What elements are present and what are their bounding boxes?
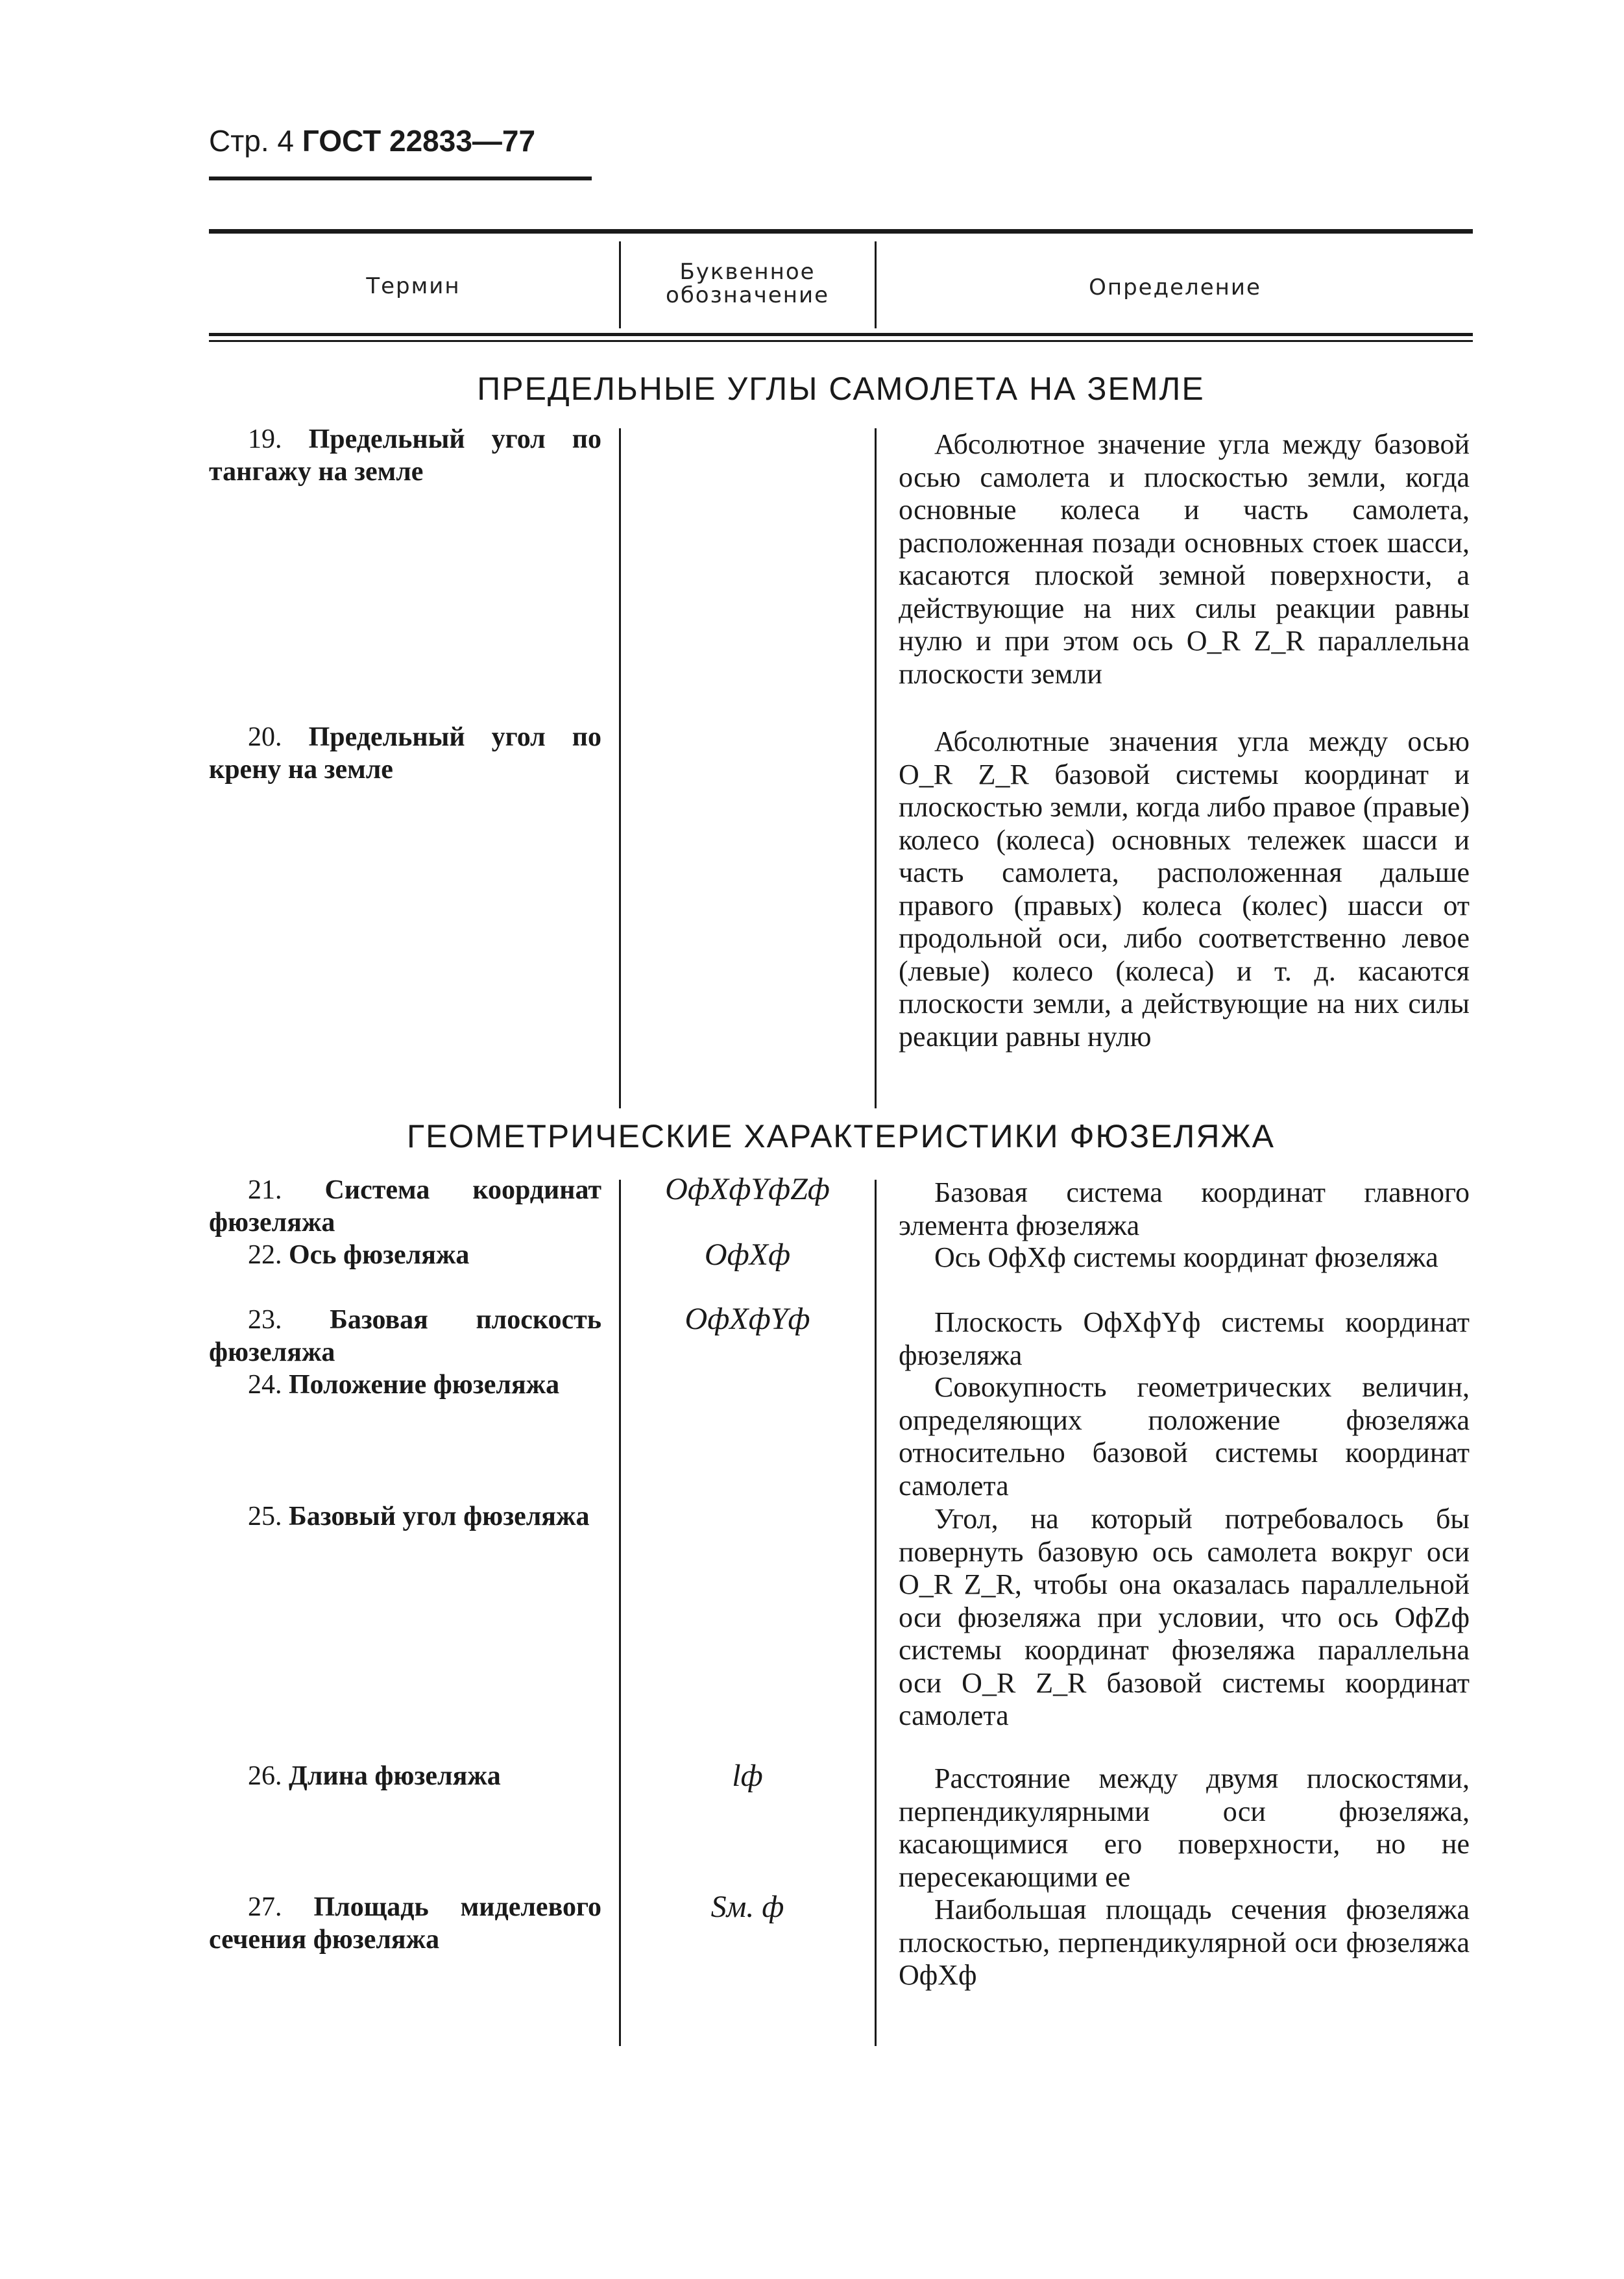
term-number: 22. [248,1240,282,1270]
term-text: Площадь миделевого сечения фюзеляжа [209,1892,601,1955]
standard-number: ГОСТ 22833—77 [302,124,536,158]
term-text: Система координат фюзеляжа [209,1175,601,1237]
term-27 [209,1891,601,1956]
term-number: 20. [248,722,282,752]
table-top-rule [209,229,1473,234]
definition-21: Базовая система координат главного элемента фюзеляжа [899,1176,1470,1241]
definition-26: Расстояние между двумя плоскостями, перпендикулярными оси фюзеляжа, касающимися его поверхности, но не пересекающими ее [899,1762,1470,1893]
column-header-symbol [621,261,874,307]
column-header-symbol-line2: обозначение [666,282,829,308]
definition-20: Абсолютные значения угла между осью O_R Z_R базовой системы координат и плоскостью земли, когда либо правое (правые) колесо (колеса) основных тележек шасси и часть самолета, расположенная дальше правого (правых) колеса (колес) шасси от продольной оси, либо соответственно левое (левые) колесо (колеса) и т. д. касаются плоскости земли, а действующие на них силы реакции равны нулю [899,725,1470,1053]
column-header-term: Термин [366,273,461,299]
table-header-rule [209,333,1473,336]
definition-23: Плоскость OфXфYф системы координат фюзеляжа [899,1306,1470,1371]
column-header-symbol-line1: Буквенное [679,259,816,285]
term-21 [209,1174,601,1239]
page-number: Стр. 4 [209,124,295,158]
term-number: 26. [248,1761,282,1791]
term-text: Длина фюзеляжа [289,1761,501,1791]
term-number: 19. [248,424,282,454]
term-number: 21. [248,1175,282,1205]
table-header-rule-thin [209,340,1473,342]
column-header-definition: Определение [1089,274,1261,300]
term-19 [209,423,601,488]
symbol-26: lф [732,1759,763,1793]
section-title: ГЕОМЕТРИЧЕСКИЕ ХАРАКТЕРИСТИКИ ФЮЗЕЛЯЖА [407,1118,1275,1154]
term-number: 27. [248,1892,282,1922]
symbol-22: OфXф [704,1237,791,1272]
term-number: 24. [248,1370,282,1400]
term-22 [209,1239,601,1271]
term-23 [209,1304,601,1369]
term-24 [209,1369,601,1401]
term-26 [209,1760,601,1792]
term-text: Ось фюзеляжа [289,1240,470,1270]
term-text: Базовая плоскость фюзеляжа [209,1305,602,1367]
term-20 [209,721,601,786]
definition-27: Наибольшая площадь сечения фюзеляжа плоскостью, перпендикулярной оси фюзеляжа OфXф [899,1894,1470,1991]
definition-22: Ось OфXф системы координат фюзеляжа [934,1241,1438,1273]
symbol-21: OфXфYфZф [665,1172,830,1206]
definition-25: Угол, на который потребовалось бы повернуть базовую ось самолета вокруг оси O_R Z_R, чтобы она оказалась параллельной оси фюзеляжа при условии, что ось OфZф системы координат фюзеляжа параллельна оси O_R Z_R базовой системы координат самолета [899,1503,1470,1731]
term-number: 25. [248,1502,282,1531]
column-divider [875,1180,877,2046]
definition-19: Абсолютное значение угла между базовой осью самолета и плоскостью земли, когда основные колеса и часть самолета, расположенная позади основных стоек шасси, касаются плоской земной поверхности, а действующие на них силы реакции равны нулю и при этом ось O_R Z_R параллельна плоскости земли [899,428,1470,690]
header-underline [209,177,592,180]
column-divider [875,428,877,1108]
symbol-27: Sм. ф [710,1890,784,1924]
column-divider [619,428,621,1108]
term-number: 23. [248,1305,282,1335]
definition-24: Совокупность геометрических величин, определяющих положение фюзеляжа относительно базовой системы координат самолета [899,1371,1470,1502]
term-25 [209,1500,601,1533]
term-text: Положение фюзеляжа [289,1370,560,1400]
term-text: Предельный угол по крену на земле [209,722,602,785]
page-header [209,123,535,158]
section-title: ПРЕДЕЛЬНЫЕ УГЛЫ САМОЛЕТА НА ЗЕМЛЕ [477,371,1205,407]
term-text: Предельный угол по тангажу на земле [209,424,602,487]
symbol-23: OфXфYф [685,1302,810,1336]
term-text: Базовый угол фюзеляжа [289,1502,590,1531]
